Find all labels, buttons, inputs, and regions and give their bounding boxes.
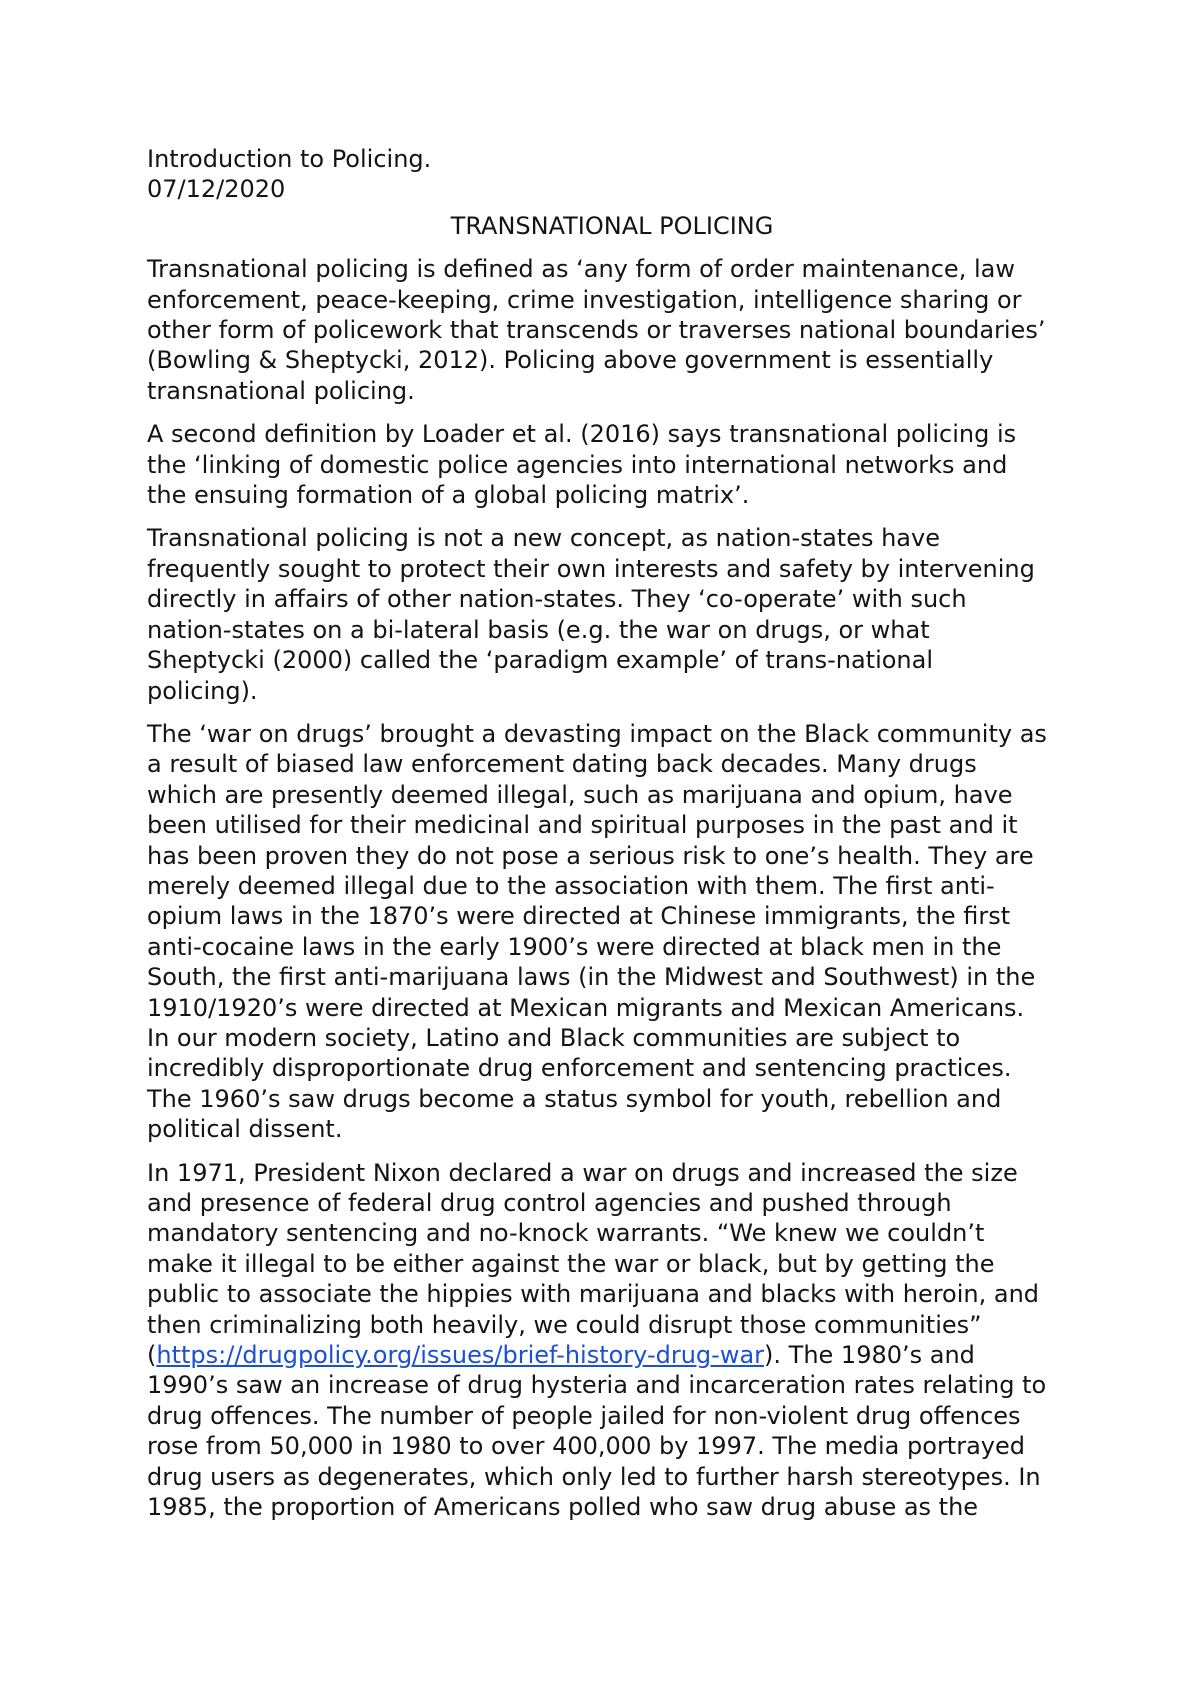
- document-body: [147, 144, 1077, 1535]
- paragraph-1: [147, 254, 1077, 406]
- paragraph-line: make it illegal to be either against the war or black, but by getting the: [147, 1249, 995, 1278]
- paragraph-line: 1985, the proportion of Americans polled who saw drug abuse as the: [147, 1493, 979, 1522]
- paragraph-line: A second definition by Loader et al. (2016) says transnational policing is: [147, 420, 1017, 449]
- paragraph-line: other form of policework that transcends or traverses national boundaries’: [147, 316, 1046, 345]
- paragraph-line: political dissent.: [147, 1115, 343, 1144]
- paragraph-line: 1910/1920’s were directed at Mexican migrants and Mexican Americans.: [147, 993, 1025, 1022]
- link-suffix: ). The 1980’s and: [764, 1341, 975, 1370]
- title-block: [147, 144, 1077, 205]
- paragraph-line: opium laws in the 1870’s were directed at Chinese immigrants, the first: [147, 902, 1011, 931]
- paragraph-line: nation-states on a bi-lateral basis (e.g. the war on drugs, or what: [147, 615, 930, 644]
- paragraph-line: public to associate the hippies with marijuana and blacks with heroin, and: [147, 1280, 1040, 1309]
- paragraph-2: [147, 419, 1077, 510]
- paragraph-line: which are presently deemed illegal, such as marijuana and opium, have: [147, 780, 1013, 809]
- document-title: Introduction to Policing.: [147, 145, 432, 173]
- paragraph-line: policing).: [147, 676, 258, 705]
- paragraph-line: has been proven they do not pose a serious risk to one’s health. They are: [147, 841, 1034, 870]
- document-date: 07/12/2020: [147, 175, 286, 204]
- paragraph-3: [147, 523, 1077, 705]
- section-heading: TRANSNATIONAL POLICING: [450, 211, 774, 240]
- drugpolicy-link[interactable]: https://drugpolicy.org/issues/brief-history-drug-war: [156, 1341, 765, 1370]
- paragraph-line: frequently sought to protect their own interests and safety by intervening: [147, 554, 1035, 583]
- paragraph-5: [147, 1158, 1077, 1523]
- paragraph-line: incredibly disproportionate drug enforcement and sentencing practices.: [147, 1054, 1012, 1083]
- paragraph-line: In our modern society, Latino and Black communities are subject to: [147, 1023, 961, 1052]
- paragraph-line: The ‘war on drugs’ brought a devasting impact on the Black community as: [147, 719, 1047, 748]
- paragraph-line: Sheptycki (2000) called the ‘paradigm example’ of trans-national: [147, 646, 933, 675]
- paragraph-line: been utilised for their medicinal and spiritual purposes in the past and it: [147, 811, 1018, 840]
- paragraph-line: a result of biased law enforcement dating back decades. Many drugs: [147, 750, 977, 779]
- link-prefix: (: [147, 1341, 157, 1370]
- link-line: [147, 1340, 1077, 1370]
- paragraph-line: enforcement, peace-keeping, crime investigation, intelligence sharing or: [147, 285, 1022, 314]
- paragraph-line: South, the first anti-marijuana laws (in the Midwest and Southwest) in the: [147, 963, 1036, 992]
- paragraph-line: drug offences. The number of people jailed for non-violent drug offences: [147, 1401, 1021, 1430]
- paragraph-line: merely deemed illegal due to the association with them. The first anti-: [147, 871, 995, 900]
- paragraph-line: Transnational policing is defined as ‘any form of order maintenance, law: [147, 255, 1015, 284]
- paragraph-4: [147, 719, 1077, 1145]
- paragraph-line: transnational policing.: [147, 376, 415, 405]
- paragraph-line: drug users as degenerates, which only led to further harsh stereotypes. In: [147, 1462, 1041, 1491]
- paragraph-line: Transnational policing is not a new concept, as nation-states have: [147, 524, 940, 553]
- paragraph-line: mandatory sentencing and no-knock warrants. “We knew we couldn’t: [147, 1219, 985, 1248]
- paragraph-line: the ‘linking of domestic police agencies into international networks and: [147, 450, 1008, 479]
- paragraph-line: rose from 50,000 in 1980 to over 400,000 by 1997. The media portrayed: [147, 1432, 1025, 1461]
- paragraph-line: directly in affairs of other nation-states. They ‘co-operate’ with such: [147, 585, 967, 614]
- paragraph-line: 1990’s saw an increase of drug hysteria and incarceration rates relating to: [147, 1371, 1047, 1400]
- paragraph-line: the ensuing formation of a global policing matrix’.: [147, 481, 750, 510]
- paragraph-line: (Bowling & Sheptycki, 2012). Policing above government is essentially: [147, 346, 994, 375]
- paragraph-line: In 1971, President Nixon declared a war on drugs and increased the size: [147, 1158, 1018, 1187]
- paragraph-line: The 1960’s saw drugs become a status symbol for youth, rebellion and: [147, 1084, 1002, 1113]
- paragraph-line: anti-cocaine laws in the early 1900’s were directed at black men in the: [147, 932, 1002, 961]
- paragraph-line: then criminalizing both heavily, we could disrupt those communities”: [147, 1310, 982, 1339]
- paragraph-line: and presence of federal drug control agencies and pushed through: [147, 1189, 952, 1217]
